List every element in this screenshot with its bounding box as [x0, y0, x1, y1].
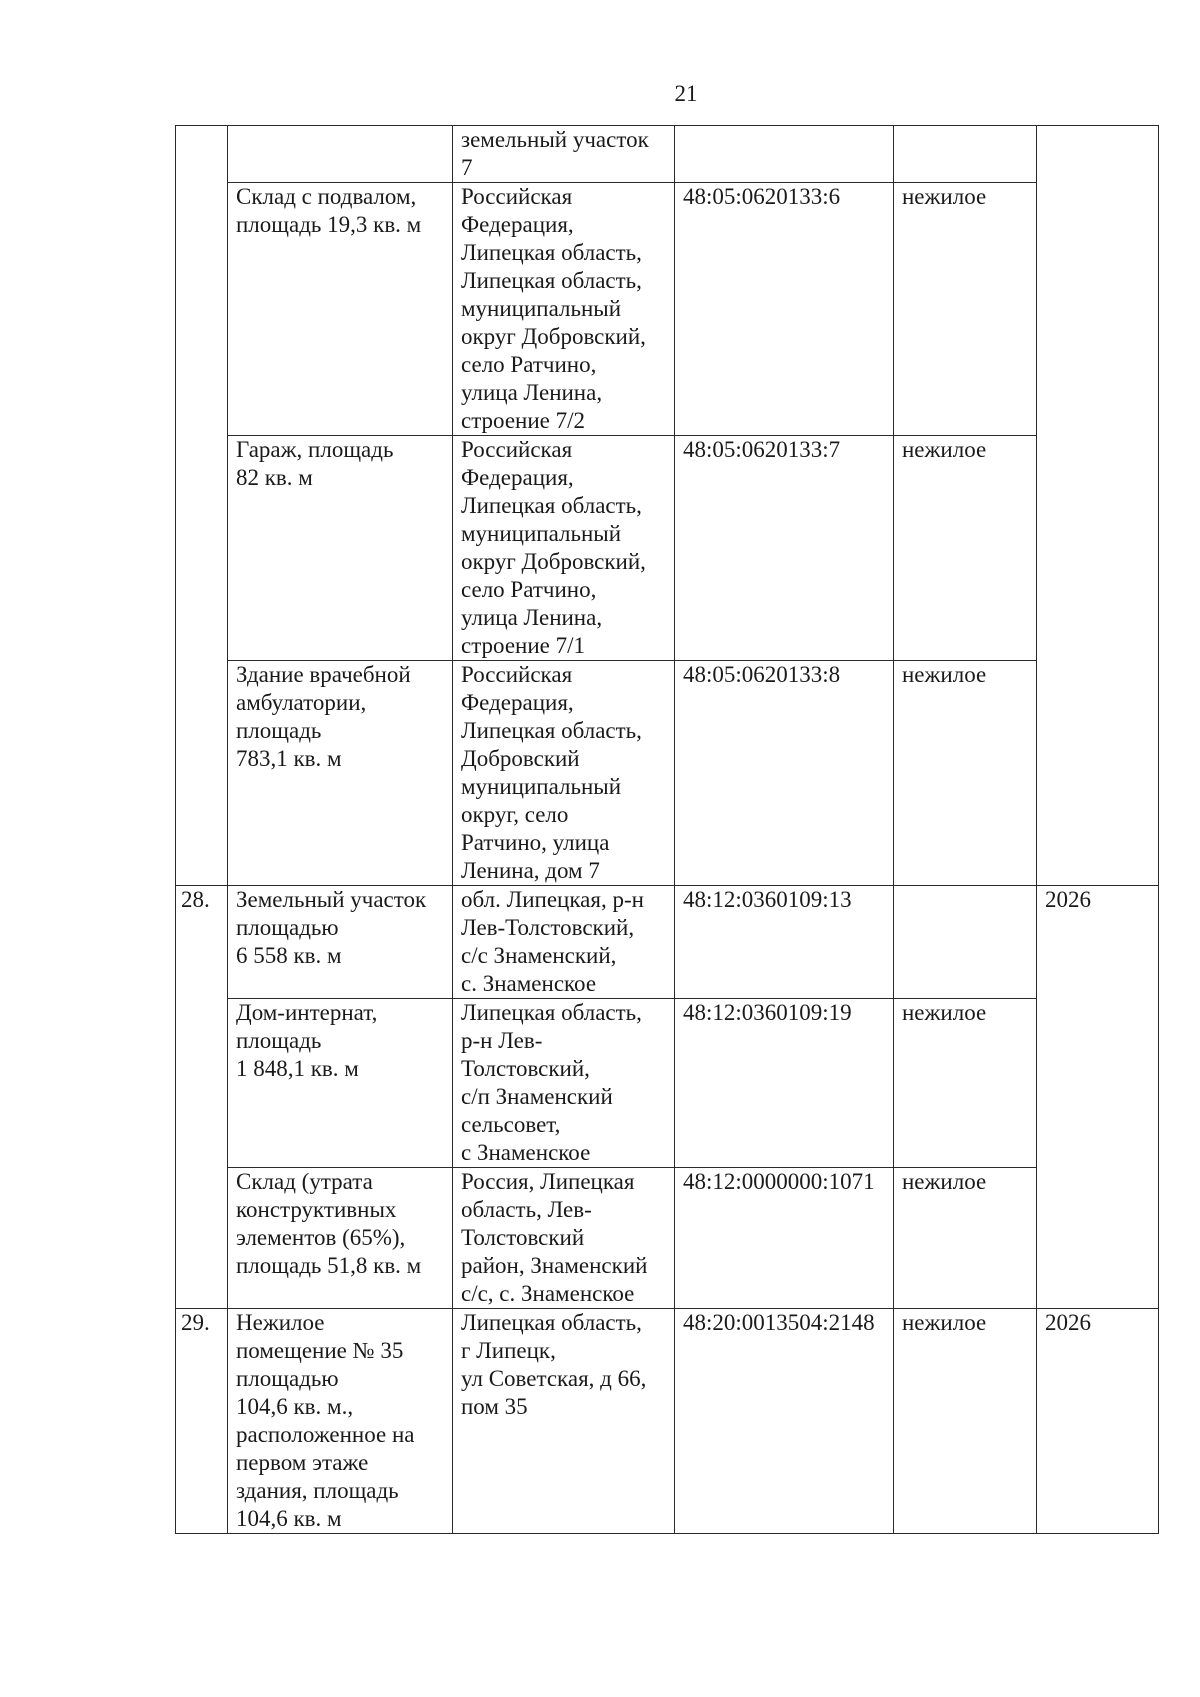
cadastral-number-cell: 48:12:0000000:1071 — [675, 1168, 894, 1309]
page-number: 21 — [674, 81, 698, 106]
table-row — [176, 436, 1159, 661]
address-cell: Российская Федерация, Липецкая область, муниципальный округ Добровский, село Ратчино, улица Ленина, строение 7/1 — [453, 436, 675, 661]
purpose-cell — [894, 126, 1037, 183]
year-cell: 2026 — [1037, 886, 1159, 1309]
address-cell: Россия, Липецкая область, Лев- Толстовский район, Знаменский с/с, с. Знаменское — [453, 1168, 675, 1309]
cadastral-number-cell: 48:05:0620133:6 — [675, 183, 894, 436]
table-row — [176, 183, 1159, 436]
table-row — [176, 1168, 1159, 1309]
table-row — [176, 661, 1159, 886]
object-name-cell: Здание врачебной амбулатории, площадь 783,1 кв. м — [228, 661, 453, 886]
object-name-cell — [228, 126, 453, 183]
object-name-cell: Склад (утрата конструктивных элементов (65%), площадь 51,8 кв. м — [228, 1168, 453, 1309]
object-name-cell: Нежилое помещение № 35 площадью 104,6 кв. м., расположенное на первом этаже здания, площадь 104,6 кв. м — [228, 1309, 453, 1534]
purpose-cell: нежилое — [894, 183, 1037, 436]
table-row — [176, 999, 1159, 1168]
cadastral-number-cell: 48:12:0360109:19 — [675, 999, 894, 1168]
object-name-cell: Дом-интернат, площадь 1 848,1 кв. м — [228, 999, 453, 1168]
address-cell: земельный участок 7 — [453, 126, 675, 183]
object-name-cell: Гараж, площадь 82 кв. м — [228, 436, 453, 661]
purpose-cell — [894, 886, 1037, 999]
address-cell: Липецкая область, р-н Лев- Толстовский, с/п Знаменский сельсовет, с Знаменское — [453, 999, 675, 1168]
address-cell: Липецкая область, г Липецк, ул Советская, д 66, пом 35 — [453, 1309, 675, 1534]
year-cell — [1037, 126, 1159, 886]
table-row — [176, 1309, 1159, 1534]
row-number-cell: 29. — [176, 1309, 228, 1534]
purpose-cell: нежилое — [894, 661, 1037, 886]
address-cell: обл. Липецкая, р-н Лев-Толстовский, с/с Знаменский, с. Знаменское — [453, 886, 675, 999]
purpose-cell: нежилое — [894, 999, 1037, 1168]
row-number-cell: 28. — [176, 886, 228, 1309]
table-row — [176, 886, 1159, 999]
object-name-cell: Склад с подвалом, площадь 19,3 кв. м — [228, 183, 453, 436]
address-cell: Российская Федерация, Липецкая область, Липецкая область, муниципальный округ Добровский, село Ратчино, улица Ленина, строение 7/2 — [453, 183, 675, 436]
cadastral-number-cell: 48:12:0360109:13 — [675, 886, 894, 999]
cadastral-number-cell: 48:05:0620133:8 — [675, 661, 894, 886]
object-name-cell: Земельный участок площадью 6 558 кв. м — [228, 886, 453, 999]
row-number-cell — [176, 126, 228, 886]
purpose-cell: нежилое — [894, 1168, 1037, 1309]
cadastral-number-cell — [675, 126, 894, 183]
cadastral-number-cell: 48:05:0620133:7 — [675, 436, 894, 661]
year-cell: 2026 — [1037, 1309, 1159, 1534]
address-cell: Российская Федерация, Липецкая область, Добровский муниципальный округ, село Ратчино, улица Ленина, дом 7 — [453, 661, 675, 886]
property-table — [175, 125, 1159, 1534]
cadastral-number-cell: 48:20:0013504:2148 — [675, 1309, 894, 1534]
purpose-cell: нежилое — [894, 436, 1037, 661]
table-row — [176, 126, 1159, 183]
purpose-cell: нежилое — [894, 1309, 1037, 1534]
